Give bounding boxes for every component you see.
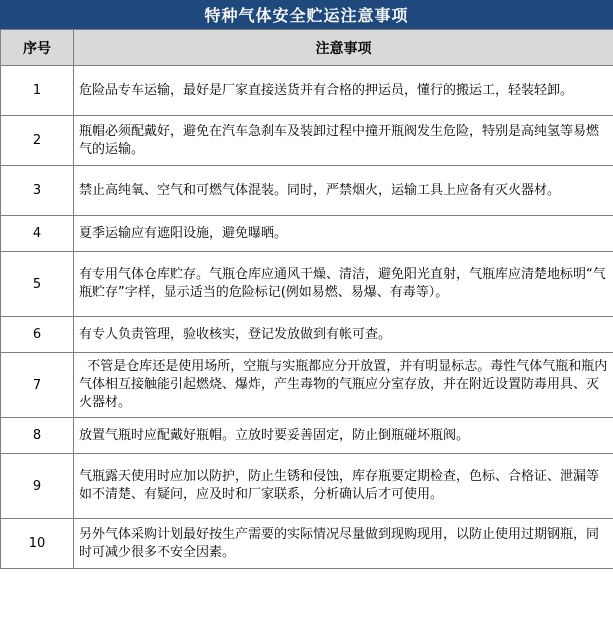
- row-text: 放置气瓶时应配戴好瓶帽。立放时要妥善固定，防止倒瓶碰坏瓶阀。: [74, 418, 613, 454]
- notes-table: [0, 29, 613, 569]
- row-index: 2: [1, 116, 74, 166]
- table-row: [1, 353, 613, 418]
- row-text: 夏季运输应有遮阳设施，避免曝晒。: [74, 216, 613, 252]
- row-index: 4: [1, 216, 74, 252]
- table-row: [1, 252, 613, 317]
- row-index: 3: [1, 166, 74, 216]
- header-row: [1, 30, 613, 66]
- header-index: 序号: [1, 30, 74, 66]
- header-notes: 注意事项: [74, 30, 613, 66]
- table-row: [1, 166, 613, 216]
- row-index: 8: [1, 418, 74, 454]
- table-row: [1, 216, 613, 252]
- table-row: [1, 116, 613, 166]
- row-text: 瓶帽必须配戴好，避免在汽车急刹车及装卸过程中撞开瓶阀发生危险，特别是高纯氢等易燃气的运输。: [74, 116, 613, 166]
- row-text: 危险品专车运输，最好是厂家直接送货并有合格的押运员，懂行的搬运工，轻装轻卸。: [74, 66, 613, 116]
- table-row: [1, 454, 613, 519]
- row-index: 6: [1, 317, 74, 353]
- row-index: 9: [1, 454, 74, 519]
- row-index: 10: [1, 519, 74, 569]
- row-text: 不管是仓库还是使用场所，空瓶与实瓶都应分开放置，并有明显标志。毒性气体气瓶和瓶内气体相互接触能引起燃烧、爆炸，产生毒物的气瓶应分室存放，并在附近设置防毒用具、灭火器材。: [74, 353, 613, 418]
- row-index: 1: [1, 66, 74, 116]
- row-text: 另外气体采购计划最好按生产需要的实际情况尽量做到现购现用，以防止使用过期钢瓶，同时可减少很多不安全因素。: [74, 519, 613, 569]
- row-index: 5: [1, 252, 74, 317]
- row-text: 有专用气体仓库贮存。气瓶仓库应通风干燥、清洁，避免阳光直射，气瓶库应清楚地标明“气瓶贮存”字样，显示适当的危险标记(例如易燃、易爆、有毒等）。: [74, 252, 613, 317]
- row-text: 禁止高纯氧、空气和可燃气体混装。同时，严禁烟火，运输工具上应备有灭火器材。: [74, 166, 613, 216]
- row-text: 有专人负责管理，验收核实，登记发放做到有帐可查。: [74, 317, 613, 353]
- table-row: [1, 519, 613, 569]
- table-row: [1, 418, 613, 454]
- row-text: 气瓶露天使用时应加以防护，防止生锈和侵蚀，库存瓶要定期检查，色标、合格证、泄漏等如不清楚、有疑问，应及时和厂家联系，分析确认后才可使用。: [74, 454, 613, 519]
- table-title: 特种气体安全贮运注意事项: [0, 0, 613, 29]
- row-index: 7: [1, 353, 74, 418]
- table-row: [1, 66, 613, 116]
- table-row: [1, 317, 613, 353]
